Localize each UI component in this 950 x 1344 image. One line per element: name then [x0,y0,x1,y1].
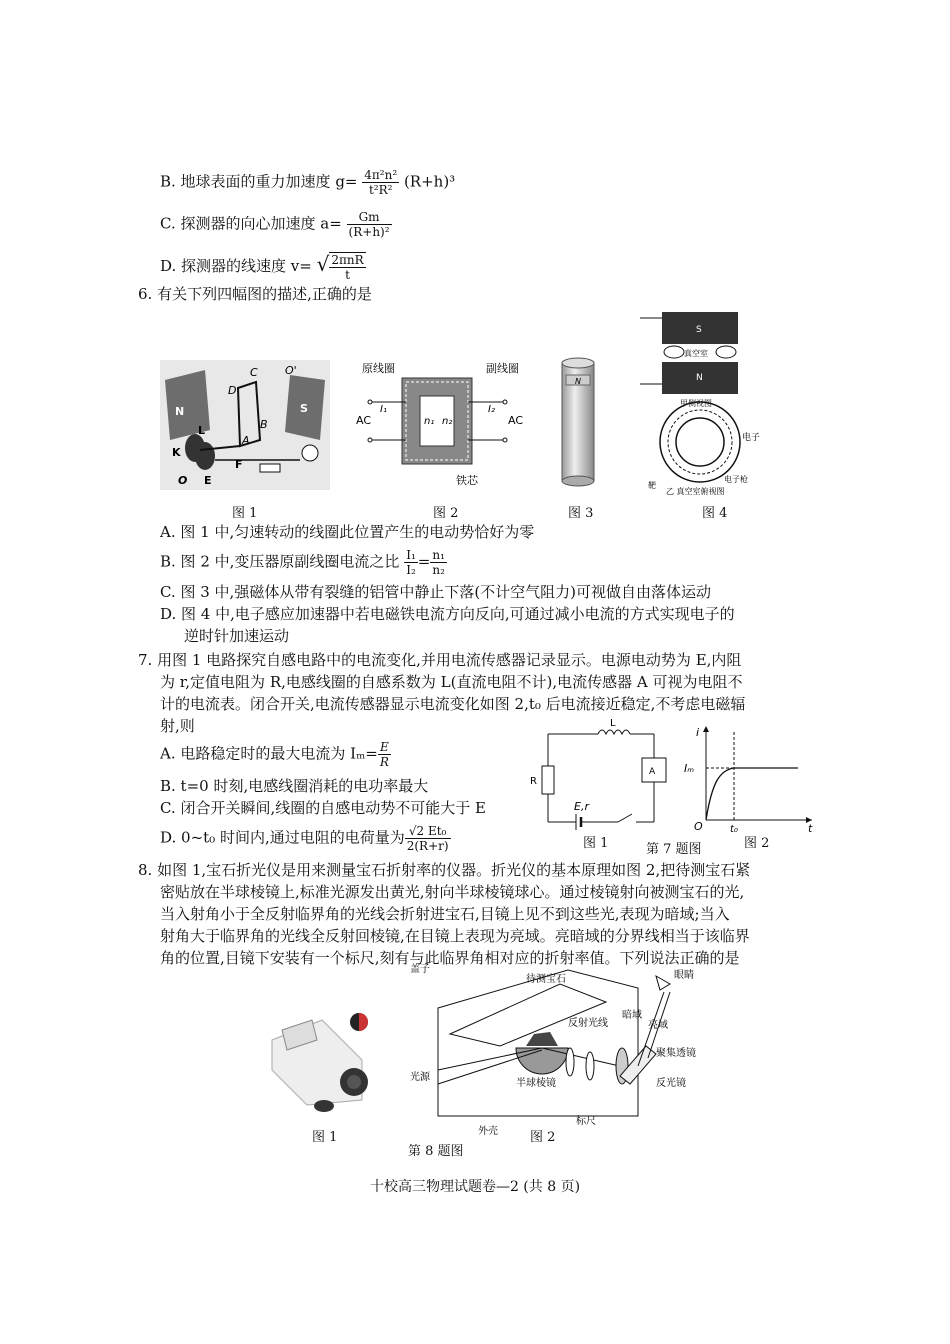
q6-figure-3-tube [558,355,598,490]
svg-text:t₀: t₀ [730,824,738,834]
galvanometer-icon [302,445,318,461]
svg-text:B: B [260,418,268,431]
svg-text:铁芯: 铁芯 [456,474,478,487]
svg-text:半球棱镜: 半球棱镜 [516,1078,556,1089]
svg-text:标尺: 标尺 [576,1116,596,1127]
svg-text:电子: 电子 [742,433,761,443]
svg-text:A: A [242,434,250,447]
svg-text:n₂: n₂ [442,416,453,427]
svg-text:Iₘ: Iₘ [684,762,695,775]
q5-option-c: C. 探测器的向心加速度 a= $\frac{Gm}{\text{(R+h)²}}$ [160,210,390,239]
q8-stem-line: 密贴放在半球棱镜上,标准光源发出黄光,射向半球棱镜球心。通过棱镜射向被测宝石的光, [160,883,745,901]
svg-text:K: K [172,446,181,459]
svg-text:真空室: 真空室 [684,349,708,358]
svg-text:副线圈: 副线圈 [486,362,519,375]
svg-text:n₁: n₁ [424,416,435,427]
fraction: $\frac{\text{4π²n²}}{\text{t²R²}}$ [364,168,398,197]
svg-text:AC: AC [508,414,524,427]
svg-text:反光镜: 反光镜 [656,1078,686,1089]
sqrt-sign: √ [316,252,330,276]
q8-stem-line: 当入射角小于全反射临界角的光线会折射进宝石,目镜上见不到这些光,表现为暗域;当入 [160,905,730,923]
eye-icon [656,976,670,990]
fraction: $\frac{\text{√2 Et₀}}{2(R+r)}$ [406,824,449,853]
q6-figure-2-transformer [350,360,530,490]
q7-stem-line: 射,则 [160,717,195,735]
q7-option-c: C. 闭合开关瞬间,线圈的自感电动势不可能大于 E [160,799,486,817]
svg-text:L: L [610,718,616,729]
q6-option-b: B. 图 2 中,变压器原副线圈电流之比 $\frac{\text{I₁}}{\text{I₂}}$ = $\frac{\text{n₁}}{\text{n₂}}$ [160,548,445,577]
q7-figure-2-graph [682,722,822,834]
q8-figure-2-principle [408,958,714,1138]
svg-text:i: i [696,726,700,739]
fraction: $\frac{Gm}{\text{(R+h)²}}$ [348,210,390,239]
svg-text:L: L [198,424,206,437]
svg-text:N: N [575,377,581,386]
q7-stem-line: 7. 用图 1 电路探究自感电路中的电流变化,并用电流传感器记录显示。电源电动势为 E,内阻 [138,651,742,669]
svg-text:O: O [178,474,188,487]
svg-text:反射光线: 反射光线 [568,1018,608,1029]
svg-text:E: E [204,474,212,487]
fraction: $\frac{E}{R}$ [379,740,389,769]
q5-option-b: B. 地球表面的重力加速度 g= $\frac{\text{4π²n²}}{\text{t²R²}}$ (R+h)³ [160,168,456,197]
svg-text:AC: AC [356,414,372,427]
q6-caption-1: 图 1 [232,506,258,521]
q8-stem-line: 射角大于临界角的光线全反射回棱镜,在目镜上表现为亮域。亮暗域的分界线相当于该临界 [160,927,750,945]
q7-caption-1: 图 1 [583,836,609,851]
q7-option-d: D. 0~t₀ 时间内,通过电阻的电荷量为 $\frac{\text{√2 Et₀}}{2(R+r)}$ [160,824,449,853]
svg-text:盖子: 盖子 [410,964,430,975]
q6-option-d-line1: D. 图 4 中,电子感应加速器中若电磁铁电流方向反向,可通过减小电流的方式实现电子的 [160,605,735,623]
q8-stem-line: 8. 如图 1,宝石折光仪是用来测量宝石折射率的仪器。折光仪的基本原理如图 2,把待测宝石紧 [138,861,751,879]
q8-caption-2: 图 2 [530,1130,556,1145]
q6-caption-4: 图 4 [702,506,728,521]
cover [450,984,606,1046]
svg-text:亮域: 亮域 [648,1020,668,1031]
svg-text:S: S [696,325,702,335]
svg-text:靶: 靶 [648,481,656,490]
svg-text:D: D [228,384,237,397]
svg-text:光源: 光源 [410,1072,430,1083]
svg-text:眼睛: 眼睛 [674,970,694,981]
svg-text:E,r: E,r [574,800,589,813]
q7-option-a: A. 电路稳定时的最大电流为 Iₘ= $\frac{E}{R}$ [160,740,389,769]
q7-caption-2: 图 2 [744,836,770,851]
q6-option-c: C. 图 3 中,强磁体从带有裂缝的铝管中静止下落(不计空气阻力)可视做自由落体运动 [160,583,712,601]
scale [586,1052,594,1080]
q6-option-a: A. 图 1 中,匀速转动的线圈此位置产生的电动势恰好为零 [160,523,535,541]
q6-option-d-line2: 逆时针加速运动 [184,627,290,645]
svg-text:电子枪: 电子枪 [724,475,748,484]
svg-text:O: O [694,820,703,833]
gem [526,1032,558,1046]
q6-caption-3: 图 3 [568,506,594,521]
inductor-icon [598,730,630,734]
svg-text:I₁: I₁ [380,404,387,415]
q5-option-d: D. 探测器的线速度 v= √ $\frac{\text{2πnR}}{t}$ [160,252,364,282]
svg-text:N: N [696,373,703,383]
q7-option-b: B. t=0 时刻,电感线圈消耗的电功率最大 [160,777,429,795]
page-footer: 十校高三物理试题卷—2 (共 8 页) [369,1179,581,1195]
svg-text:外壳: 外壳 [478,1126,498,1137]
svg-text:暗域: 暗域 [622,1010,642,1021]
svg-text:C: C [250,366,258,379]
svg-text:原线圈: 原线圈 [362,362,395,375]
q6-caption-2: 图 2 [433,506,459,521]
svg-text:A: A [649,767,656,777]
svg-text:R: R [530,776,537,787]
svg-text:S: S [300,402,308,415]
fraction: $\frac{\text{I₁}}{\text{I₂}}$ [406,548,416,577]
svg-text:O': O' [285,364,297,377]
q6-figure-4-betatron [638,306,778,501]
fraction: $\frac{\text{2πnR}}{t}$ [331,253,364,282]
q7-figure-1-circuit [528,718,668,838]
q8-figure-1-refractometer [262,1000,382,1115]
svg-text:I₂: I₂ [488,404,495,415]
svg-text:聚集透镜: 聚集透镜 [656,1048,696,1059]
fraction: $\frac{\text{n₁}}{\text{n₂}}$ [432,548,445,577]
switch-icon [618,814,632,822]
q7-figure-title: 第 7 题图 [646,842,702,857]
q7-stem-line: 计的电流表。闭合开关,电流传感器显示电流变化如图 2,t₀ 后电流接近稳定,不考虑电磁辐 [160,695,746,713]
q6-figure-1-generator [160,360,330,490]
svg-text:乙 真空室俯视图: 乙 真空室俯视图 [666,487,725,496]
resistor-icon [542,766,554,794]
q6-stem: 6. 有关下列四幅图的描述,正确的是 [138,285,372,303]
svg-text:甲侧视图: 甲侧视图 [680,399,712,408]
svg-text:待测宝石: 待测宝石 [526,974,566,985]
q8-stem-line: 角的位置,目镜下安装有一个标尺,刻有与此临界角相对应的折射率值。下列说法正确的是 [160,949,740,967]
current-curve [706,768,798,820]
q8-figure-title: 第 8 题图 [408,1144,464,1159]
q8-caption-1: 图 1 [312,1130,338,1145]
svg-text:F: F [235,458,243,471]
svg-text:N: N [175,405,185,418]
svg-text:t: t [808,822,813,834]
q7-stem-line: 为 r,定值电阻为 R,电感线圈的自感系数为 L(直流电阻不计),电流传感器 A 可视为电阻不 [160,673,743,691]
